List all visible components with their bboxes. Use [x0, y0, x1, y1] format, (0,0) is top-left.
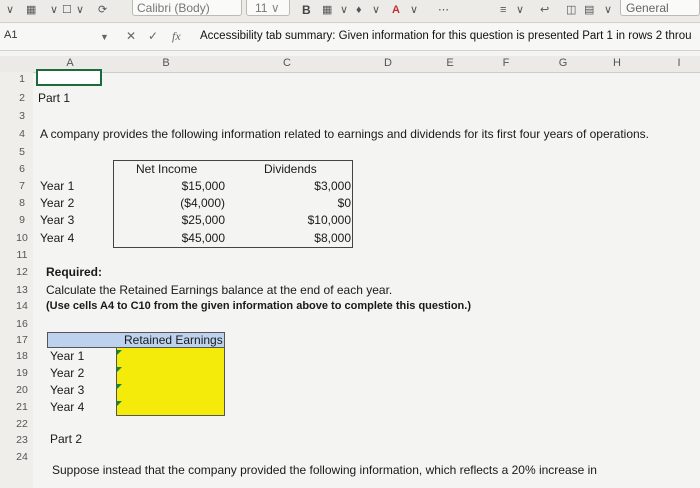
row-number[interactable]: 9 [19, 214, 25, 226]
instruction-text[interactable]: (Use cells A4 to C10 from the given information above to complete this question.) [46, 300, 471, 312]
part2-text[interactable]: Suppose instead that the company provided the following information, which reflects a 20% increase in [52, 463, 597, 477]
bold-button[interactable]: B [302, 3, 311, 17]
dividends-cell[interactable]: $10,000 [307, 213, 351, 227]
table-row-label[interactable]: Year 1 [40, 179, 75, 193]
chevron-down-icon[interactable]: ∨ [410, 4, 419, 16]
row-number[interactable]: 4 [19, 128, 25, 140]
cell-style-icon[interactable]: ☐ [62, 4, 72, 16]
retained-earnings-input-range[interactable] [116, 348, 225, 416]
cancel-icon[interactable]: ✕ [126, 29, 137, 43]
error-indicator-icon [117, 384, 122, 389]
column-header-a[interactable]: A [66, 57, 74, 69]
fill-color-icon[interactable]: ♦ [356, 4, 362, 16]
row-number[interactable]: 2 [19, 92, 25, 104]
row-number[interactable]: 22 [16, 418, 28, 430]
fx-icon[interactable]: fx [172, 29, 181, 43]
re-row-label[interactable]: Year 3 [50, 383, 85, 397]
column-header [0, 56, 700, 73]
intro-text[interactable]: A company provides the following information related to earnings and dividends for its first four years of operations. [40, 127, 649, 141]
formula-input[interactable]: Accessibility tab summary: Given information for this question is presented Part 1 in rows 2 throu [200, 30, 692, 42]
chevron-down-icon[interactable]: ▼ [100, 32, 109, 42]
row-number[interactable]: 5 [19, 146, 25, 158]
net-income-cell[interactable]: $25,000 [181, 213, 225, 227]
row-number[interactable]: 24 [16, 451, 28, 463]
column-header-f[interactable]: F [502, 57, 510, 69]
dividends-cell[interactable]: $0 [337, 196, 351, 210]
font-name-select[interactable]: Calibri (Body) [132, 0, 242, 16]
confirm-icon[interactable]: ✓ [148, 29, 159, 43]
row-number[interactable]: 11 [16, 249, 28, 261]
row-number[interactable]: 1 [19, 73, 25, 85]
required-label[interactable]: Required: [46, 265, 103, 279]
error-indicator-icon [117, 350, 122, 355]
re-row-label[interactable]: Year 4 [50, 400, 85, 414]
row-number[interactable]: 13 [16, 284, 28, 296]
table-row-label[interactable]: Year 4 [40, 231, 75, 245]
table-row-label[interactable]: Year 2 [40, 196, 75, 210]
dividends-header[interactable]: Dividends [264, 162, 317, 176]
column-header-h[interactable]: H [613, 57, 621, 69]
undo-icon[interactable]: ⟳ [98, 4, 108, 16]
row-number[interactable]: 6 [19, 163, 25, 175]
table-row-label[interactable]: Year 3 [40, 213, 75, 227]
name-box[interactable]: A1 [4, 29, 18, 41]
part1-label[interactable]: Part 1 [38, 91, 71, 105]
column-header-c[interactable]: C [283, 57, 291, 69]
column-header-d[interactable]: D [384, 57, 392, 69]
net-income-header[interactable]: Net Income [136, 162, 198, 176]
chevron-down-icon[interactable]: ∨ [372, 4, 381, 16]
chevron-down-icon[interactable]: ∨ [340, 4, 349, 16]
re-row-label[interactable]: Year 2 [50, 366, 85, 380]
row-number[interactable]: 16 [16, 318, 28, 330]
re-row-label[interactable]: Year 1 [50, 349, 85, 363]
borders-icon[interactable]: ▦ [322, 4, 333, 16]
error-indicator-icon [117, 367, 122, 372]
number-format-select[interactable]: General [620, 0, 700, 16]
row-number[interactable]: 20 [16, 384, 28, 396]
part2-label[interactable]: Part 2 [50, 432, 83, 446]
format-icon[interactable]: ▤ [584, 4, 595, 16]
merge-icon[interactable]: ◫ [566, 4, 577, 16]
chevron-down-icon[interactable]: ∨ [76, 4, 85, 16]
font-size-select[interactable]: 11 ∨ [246, 0, 290, 16]
chevron-down-icon: ∨ [270, 1, 280, 15]
column-header-i[interactable]: I [677, 57, 681, 69]
error-indicator-icon [117, 401, 122, 406]
chevron-down-icon[interactable]: ∨ [50, 4, 59, 16]
row-number[interactable]: 21 [16, 401, 28, 413]
row-number[interactable]: 17 [16, 334, 28, 346]
dividends-cell[interactable]: $3,000 [314, 179, 351, 193]
retained-earnings-header: Retained Earnings [124, 333, 223, 347]
formula-bar [0, 24, 700, 51]
net-income-cell[interactable]: ($4,000) [180, 196, 225, 210]
dividends-cell[interactable]: $8,000 [314, 231, 351, 245]
row-number[interactable]: 14 [16, 300, 28, 312]
row-number[interactable]: 8 [19, 197, 25, 209]
column-header-g[interactable]: G [558, 57, 568, 69]
row-number[interactable]: 18 [16, 350, 28, 362]
selected-cell-a1[interactable] [36, 69, 102, 86]
row-number[interactable]: 3 [19, 110, 25, 122]
column-header-b[interactable]: B [162, 57, 170, 69]
net-income-cell[interactable]: $45,000 [181, 231, 225, 245]
align-icon[interactable]: ≡ [500, 4, 507, 16]
row-number[interactable]: 10 [16, 232, 28, 244]
row-number[interactable]: 23 [16, 434, 28, 446]
row-number[interactable]: 12 [16, 266, 28, 278]
font-color-icon[interactable]: A [392, 4, 400, 16]
row-number[interactable]: 19 [16, 367, 28, 379]
more-icon[interactable]: ⋯ [438, 4, 449, 16]
row-number[interactable]: 7 [19, 180, 25, 192]
ribbon-toolbar [0, 0, 700, 23]
chevron-down-icon[interactable]: ∨ [604, 4, 613, 16]
chevron-down-icon[interactable]: ∨ [6, 4, 15, 16]
column-header-e[interactable]: E [446, 57, 454, 69]
chevron-down-icon[interactable]: ∨ [516, 4, 525, 16]
borders-icon[interactable]: ▦ [26, 4, 37, 16]
wrap-icon[interactable]: ↩ [540, 4, 550, 16]
task-text[interactable]: Calculate the Retained Earnings balance at the end of each year. [46, 283, 393, 297]
net-income-cell[interactable]: $15,000 [181, 179, 225, 193]
